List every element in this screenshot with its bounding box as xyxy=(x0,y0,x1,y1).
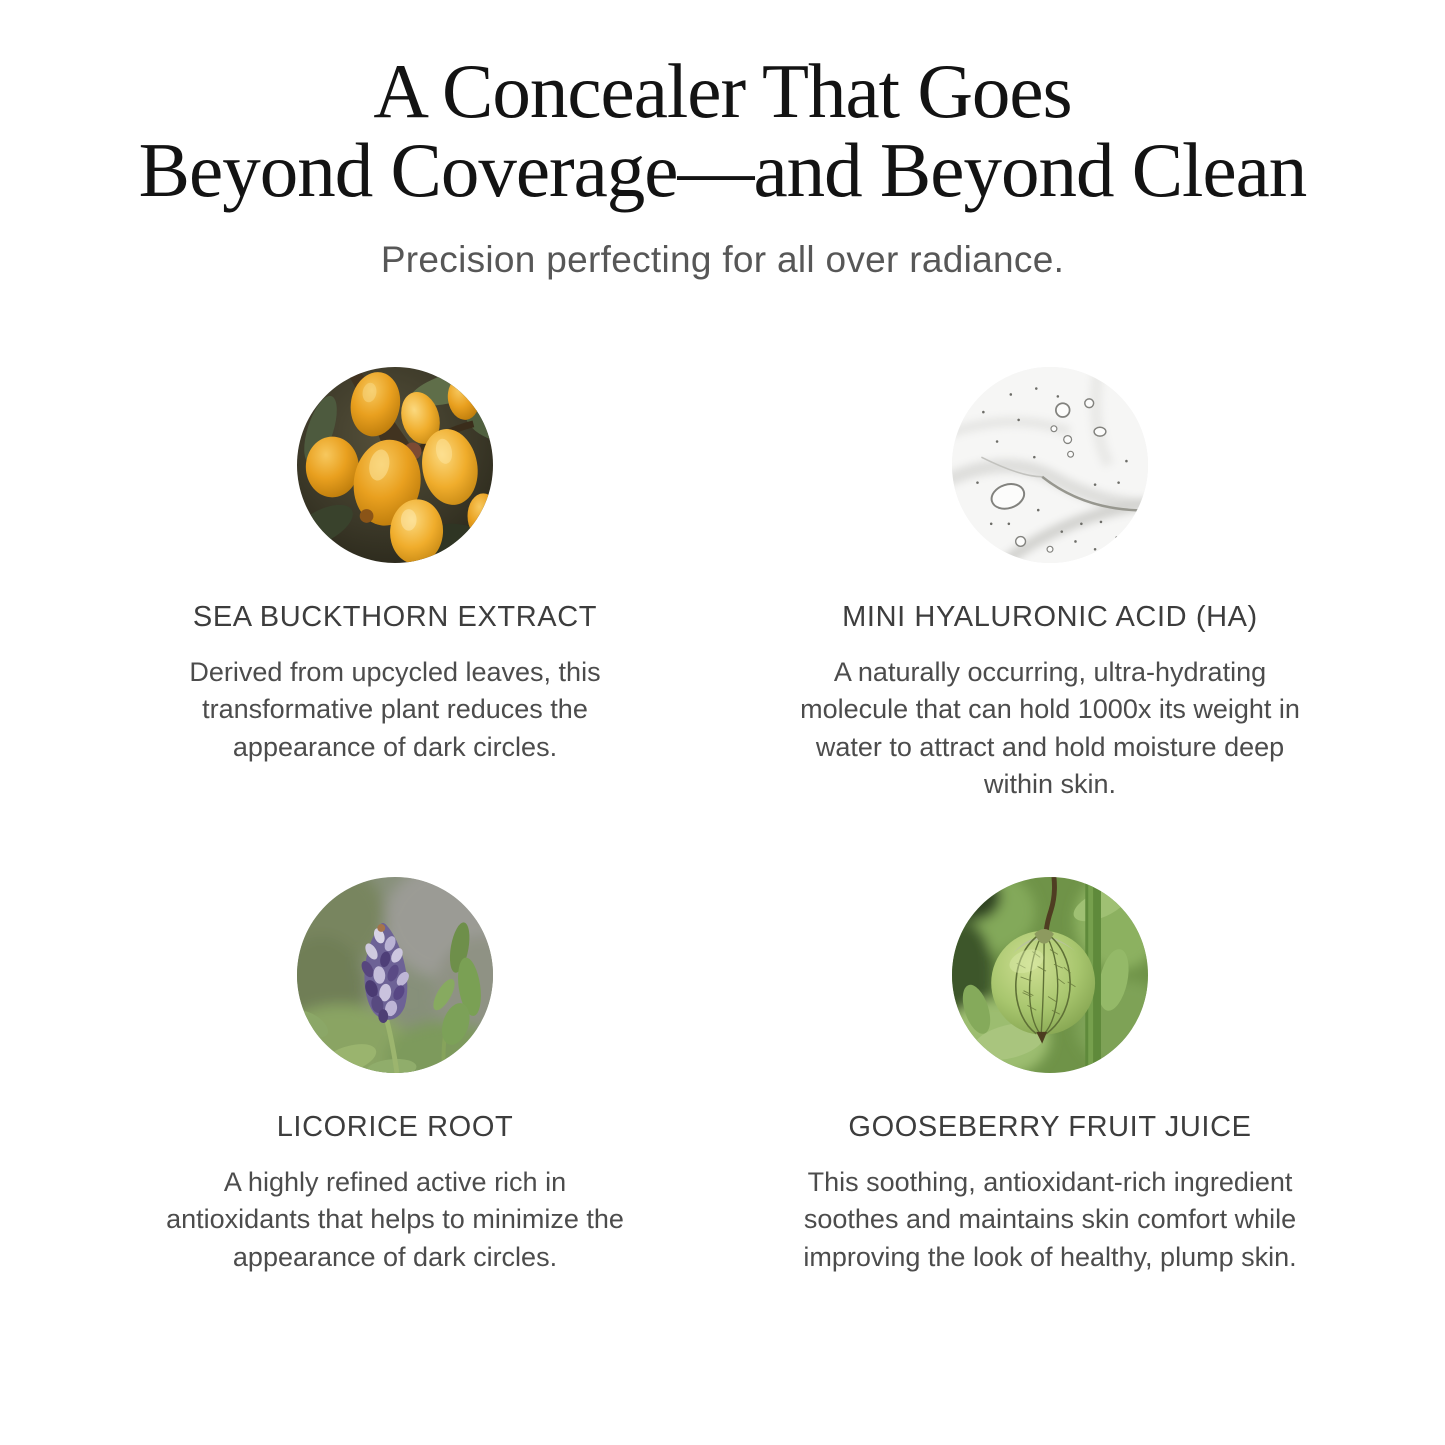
ingredient-card-mini-hyaluronic-acid xyxy=(723,367,1378,803)
sea-buckthorn-berries-photo xyxy=(297,367,493,563)
header xyxy=(0,0,1445,281)
ingredient-card-gooseberry-fruit-juice xyxy=(723,877,1378,1276)
ingredient-title: SEA BUCKTHORN EXTRACT xyxy=(192,601,598,634)
page-subtitle: Precision perfecting for all over radiance. xyxy=(380,239,1065,281)
page-title-line-2: Beyond Coverage—and Beyond Clean xyxy=(138,126,1307,213)
hyaluronic-acid-gel-photo xyxy=(952,367,1148,563)
ingredient-title: LICORICE ROOT xyxy=(276,1111,514,1144)
page-title xyxy=(0,48,1445,213)
ingredient-title: MINI HYALURONIC ACID (HA) xyxy=(842,601,1258,634)
ingredient-description: A naturally occurring, ultra-hydrating molecule that can hold 1000x its weight in water to attract and hold moisture deep within skin. xyxy=(800,657,1300,799)
ingredient-card-sea-buckthorn-extract xyxy=(68,367,723,803)
page-title-line-1: A Concealer That Goes xyxy=(373,48,1072,134)
ingredient-card-licorice-root xyxy=(68,877,723,1276)
ingredient-description: A highly refined active rich in antioxidants that helps to minimize the appearance of dark circles. xyxy=(166,1167,624,1272)
ingredient-grid xyxy=(68,367,1378,1276)
ingredient-description: Derived from upcycled leaves, this transformative plant reduces the appearance of dark circles. xyxy=(189,657,601,762)
gooseberry-fruit-photo xyxy=(952,877,1148,1073)
ingredient-title: GOOSEBERRY FRUIT JUICE xyxy=(848,1111,1252,1144)
ingredient-description: This soothing, antioxidant-rich ingredient soothes and maintains skin comfort while improving the look of healthy, plump skin. xyxy=(803,1167,1297,1272)
licorice-root-flower-photo xyxy=(297,877,493,1073)
